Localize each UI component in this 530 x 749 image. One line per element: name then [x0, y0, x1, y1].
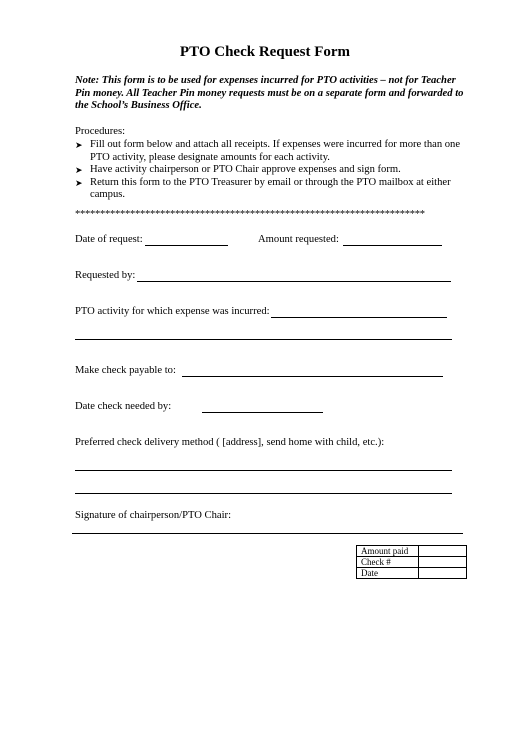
procedure-item — [75, 139, 475, 164]
date-label: Date — [357, 568, 419, 579]
form-title: PTO Check Request Form — [179, 44, 351, 60]
table-row — [357, 568, 467, 579]
delivery-method-field-line-1[interactable] — [75, 470, 452, 471]
check-number-cell[interactable] — [419, 557, 467, 568]
check-number-label: Check # — [357, 557, 419, 568]
arrow-bullet-icon: ➤ — [75, 177, 83, 188]
procedure-item — [75, 177, 475, 202]
amount-requested-field[interactable] — [343, 245, 442, 246]
arrow-bullet-icon: ➤ — [75, 140, 83, 150]
pto-activity-field-line-2[interactable] — [75, 339, 452, 340]
procedures-heading: Procedures: — [75, 126, 126, 137]
date-cell[interactable] — [419, 568, 467, 579]
arrow-bullet-icon: ➤ — [75, 165, 83, 176]
pto-activity-field[interactable] — [271, 317, 447, 318]
amount-requested-label: Amount requested: — [258, 234, 339, 245]
procedure-text: Have activity chairperson or PTO Chair approve expenses and sign form. — [90, 164, 401, 176]
procedure-item — [75, 164, 475, 177]
procedure-text: Fill out form below and attach all receipts. If expenses were incurred for more than one PTO activity, please designate amounts for each activity. — [90, 139, 461, 163]
signature-label: Signature of chairperson/PTO Chair: — [75, 510, 232, 521]
signature-field[interactable] — [72, 533, 463, 534]
delivery-method-label: Preferred check delivery method ( [address], send home with child, etc.): — [75, 437, 385, 448]
payable-to-label: Make check payable to: — [75, 365, 176, 376]
amount-paid-label: Amount paid — [357, 546, 419, 557]
pto-activity-label: PTO activity for which expense was incurred: — [75, 306, 270, 317]
requested-by-label: Requested by: — [75, 270, 136, 281]
payable-to-field[interactable] — [182, 376, 443, 377]
date-of-request-label: Date of request: — [75, 234, 143, 245]
requested-by-field[interactable] — [137, 281, 451, 282]
date-of-request-field[interactable] — [145, 245, 228, 246]
table-row — [357, 546, 467, 557]
separator-stars: ********************************************************************** — [75, 209, 425, 220]
date-needed-label: Date check needed by: — [75, 401, 172, 412]
procedures-list — [75, 139, 475, 202]
date-needed-field[interactable] — [202, 412, 323, 413]
delivery-method-field-line-2[interactable] — [75, 493, 452, 494]
office-use-table — [356, 545, 467, 579]
amount-paid-cell[interactable] — [419, 546, 467, 557]
procedure-text: Return this form to the PTO Treasurer by email or through the PTO mailbox at either campus. — [90, 176, 451, 201]
note-text: Note: This form is to be used for expenses incurred for PTO activities – not for Teacher Pin money. All Teacher Pin money requests must be on a separate form and forwarded to the School’s Business Office. — [75, 75, 464, 112]
table-row — [357, 557, 467, 568]
